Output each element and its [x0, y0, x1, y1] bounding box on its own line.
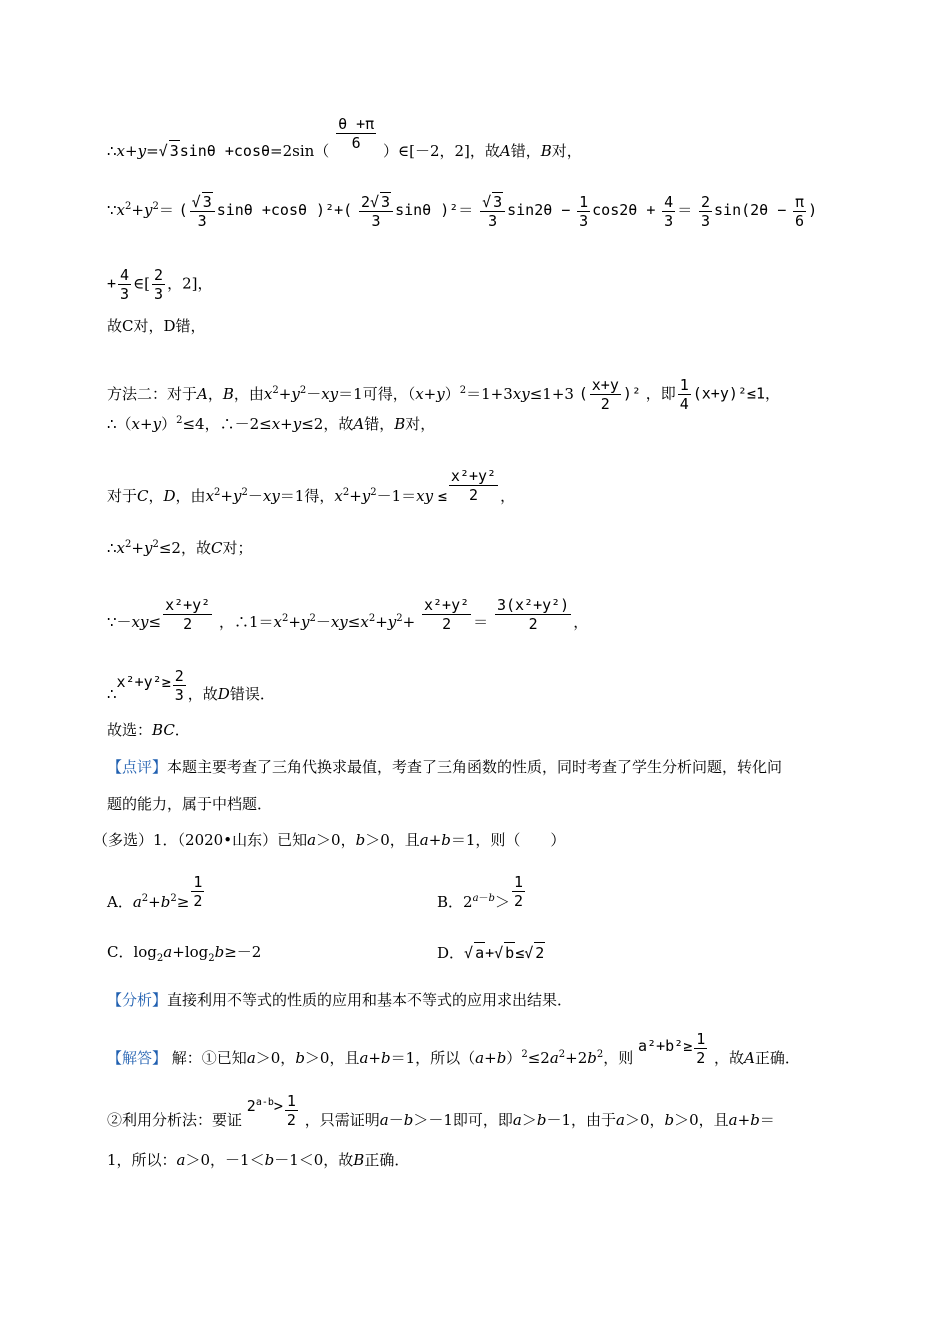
analysis-tag: 【分析】 [107, 991, 168, 1009]
option-c: C．$\log_2a+\log_2b\ge-2$ [107, 943, 262, 964]
option-b: B．$2^{a-b}>$ $\frac{1}{2}$ [437, 872, 523, 911]
method1-line4: 故C对，D错， [107, 317, 206, 335]
method2-line3: 对于C，D，由$x^2+y^2-xy=1$得，$x^2+y^2-1=xy$ ≤ $\frac{\text{x²+y²}}{2}$ ， [107, 466, 516, 505]
problem-stem: （多选）1．（2020•山东）已知a＞0，b＞0，且a+b＝1，则（ ） [93, 831, 566, 849]
analysis-text: 直接利用不等式的性质的应用和基本不等式的应用求出结果． [167, 991, 573, 1009]
method1-line1: ∴x+y=√ 3sinθ +cosθ=2sin（ $\frac{\theta +\pi}{6}$ ）∈[－2，2]，故A错，B对， [107, 114, 582, 160]
option-a: A．$a^2+b^2\ge$ $\frac{1}{2}$ [107, 872, 203, 911]
answer-line: 故选：BC． [107, 721, 190, 739]
solution-line3: 1，所以：a＞0，－1＜b－1＜0，故B正确． [107, 1151, 410, 1169]
comment-text1: 本题主要考查了三角代换求最值，考查了三角函数的性质，同时考查了学生分析问题，转化问 [167, 758, 783, 776]
option-d: D．√ a+√ b≤√ 2 [437, 944, 545, 962]
method1-line3: + $\frac{4}{3}$ ∈[ $\frac{2}{3}$ ，2]， [107, 266, 213, 303]
method1-line2: $\because x^2+y^2=$ ( $\frac{√ 3}{3}$ sinθ +cosθ )²+( $\frac{2√ 3}{3}$ sinθ )²＝ $\frac{√ 3}{3}$ sin2θ − $\frac{1}{3}$ cos2θ + $\frac{4}{3}$ ＝ $\frac{2}{3}$ sin(2θ − $\frac{\pi}{6}$ ) [107, 192, 818, 230]
method2-line4: $\therefore x^2+y^2\le 2$，故C对； [107, 539, 253, 557]
solution-line1: 【解答】 解：①已知a＞0，b＞0，且a+b＝1，所以$(a+b)^2\le 2a^2+2b^2$，则 a²+b²≥ $\frac{1}{2}$ ，故A正确． [107, 1029, 800, 1067]
comment-line1 [107, 757, 782, 777]
solution-tag: 【解答】 [107, 1049, 168, 1067]
analysis-line [107, 990, 572, 1010]
method2-line1: 方法二：对于A，B，由$x^2+y^2-xy=1$可得，$(x+y)^2=1+3xy\le 1+3$ ( $\frac{x+y}{2}$ )² ，即 $\frac{1}{4}$ (x+y)²≤1， [107, 376, 781, 413]
solution-line2: ②利用分析法：要证 $2^{a-b}>$ $\frac{1}{2}$ ，只需证明a－b＞－1即可，即a＞b－1，由于a＞0，b＞0，且a+b＝ [107, 1091, 775, 1129]
method2-line5: ∵－xy≤ $\frac{\text{x²+y²}}{2}$ ，$\therefore 1=x^2+y^2-xy\le x^2+y^2+$ $\frac{\text{x²+y²}}{2}$ ＝ $\frac{\text{3(x²+y²)}}{2}$ ， [107, 595, 589, 633]
method2-line2: $\therefore(x+y)^2\le 4$，∴－2≤x+y≤2，故A错，B对， [107, 415, 436, 433]
comment-line2: 题的能力，属于中档题． [107, 795, 273, 813]
comment-tag: 【点评】 [107, 758, 168, 776]
method2-line6: ∴x²+y²≥ $\frac{2}{3}$ ，故D错误． [107, 666, 275, 704]
